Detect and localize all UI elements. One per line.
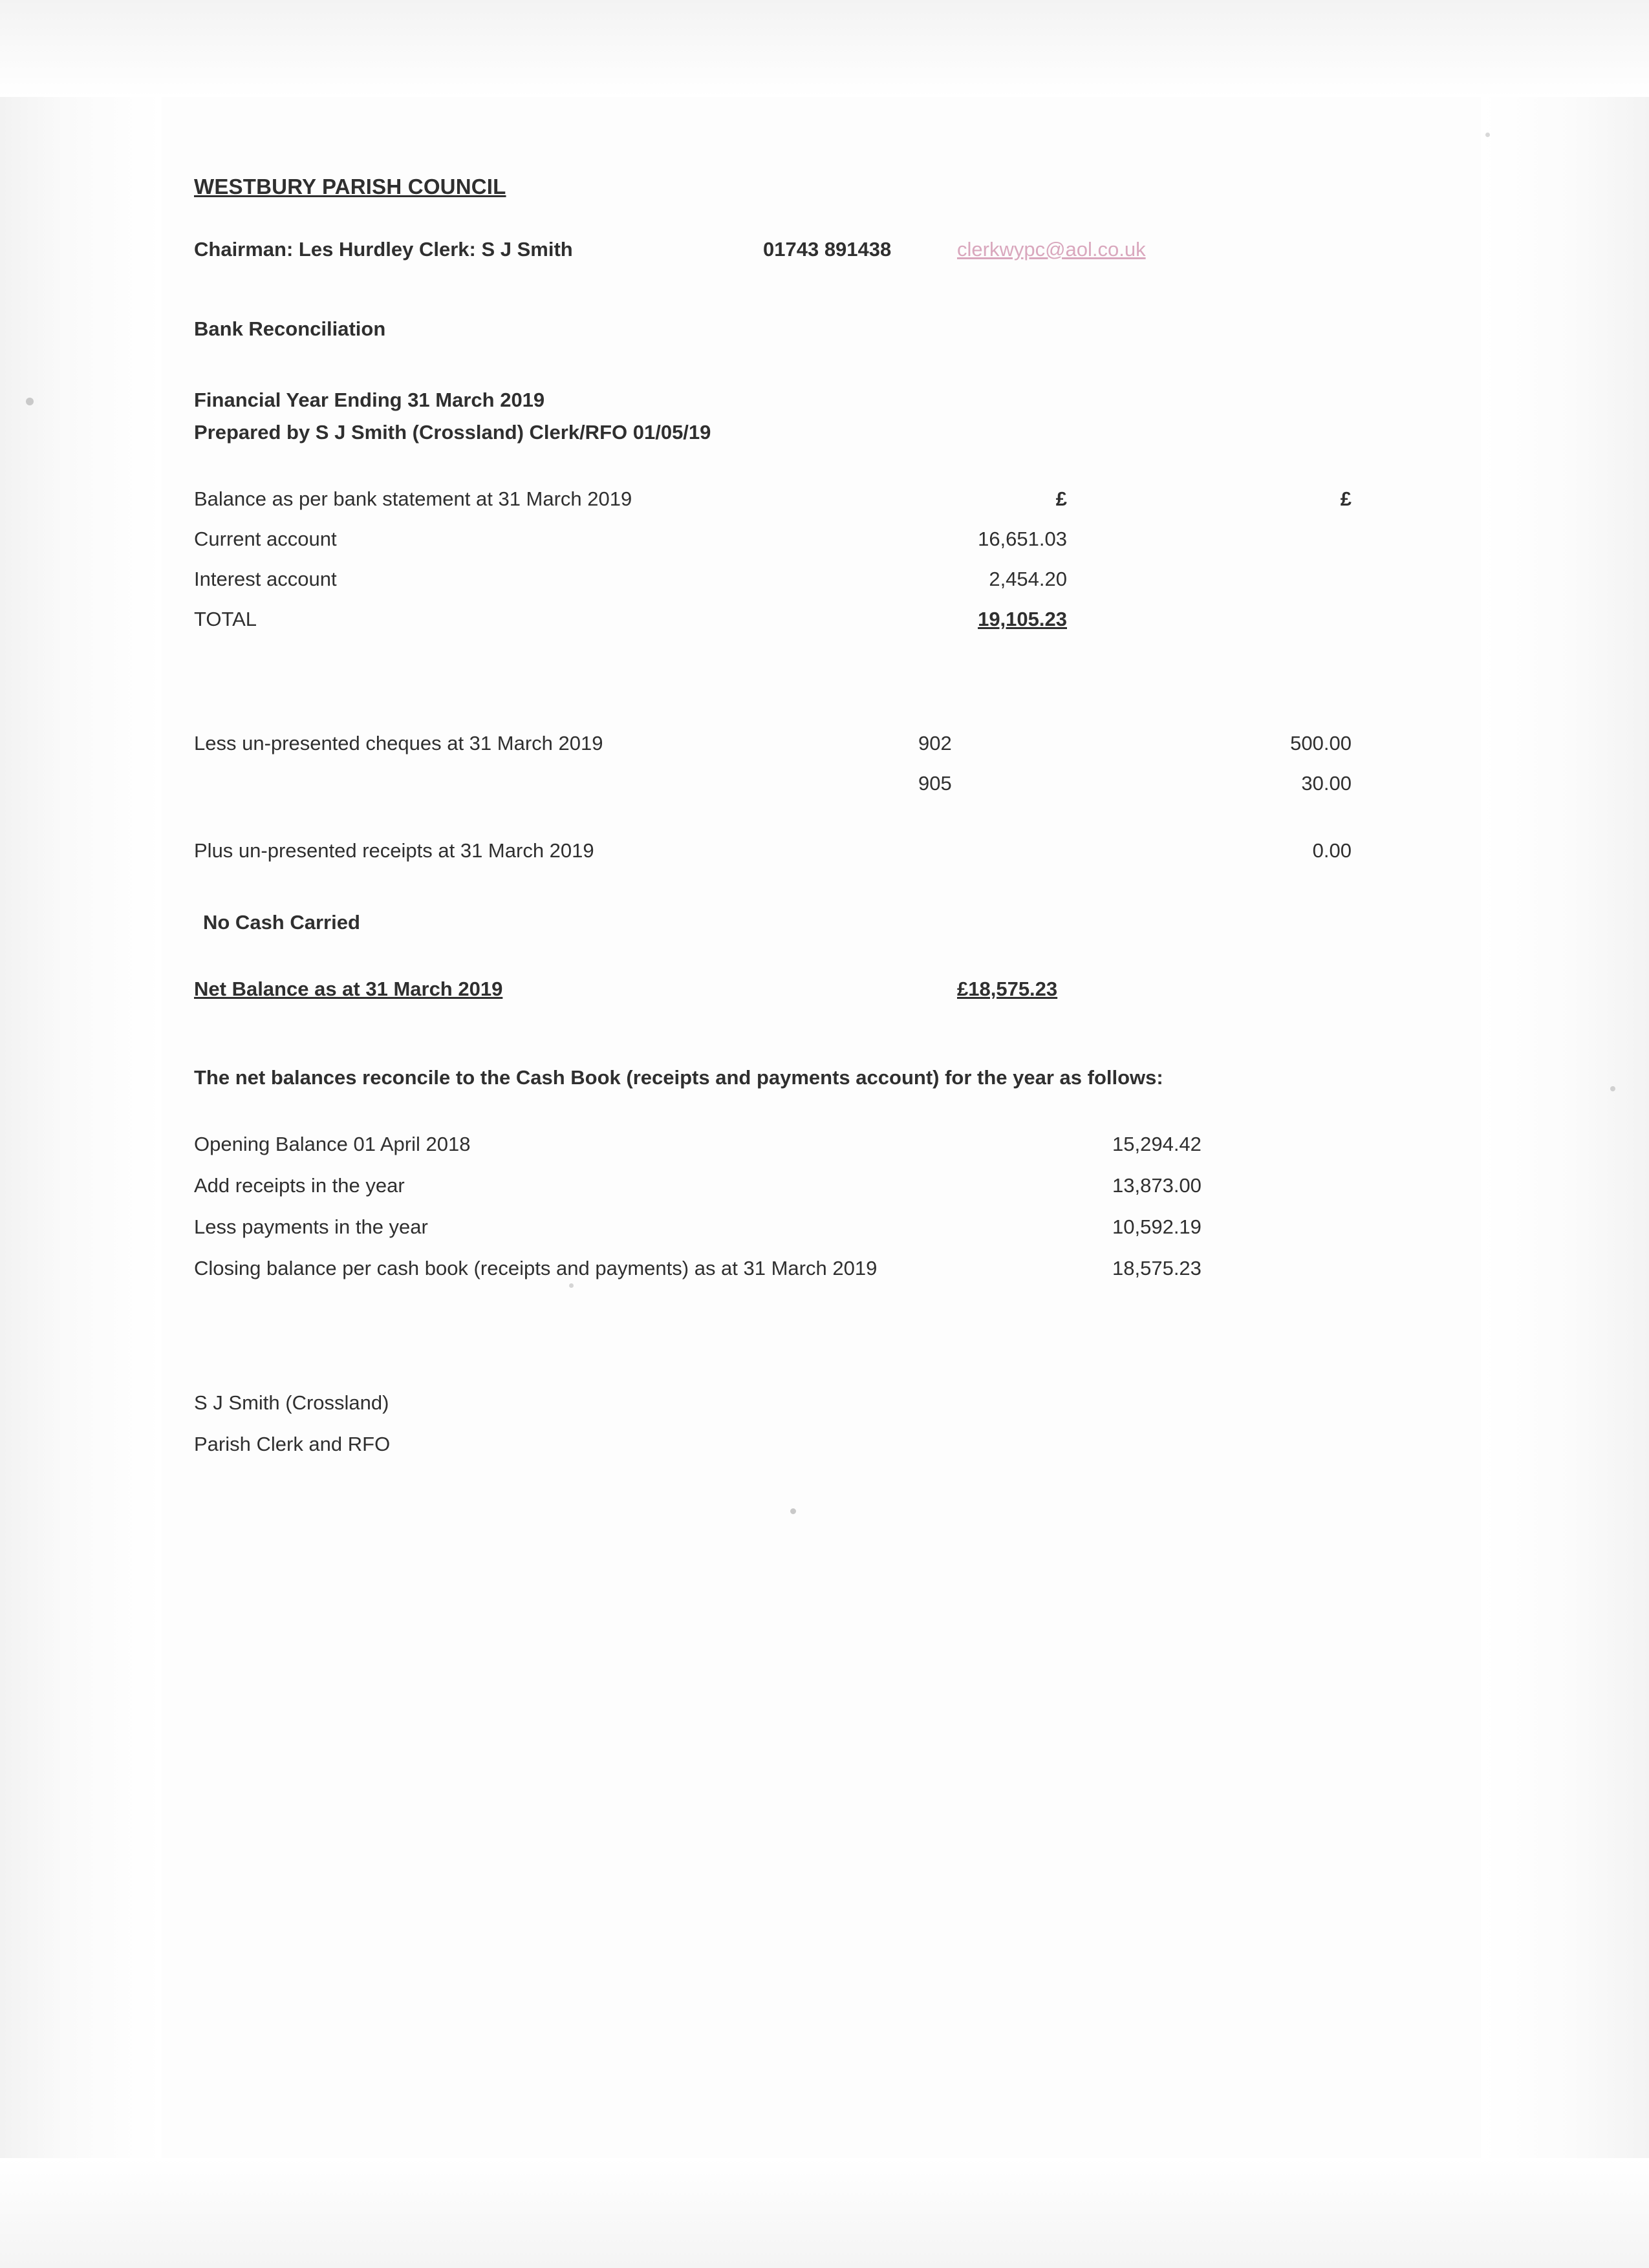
unpresented-cheques-label: Less un-presented cheques at 31 March 2019 [194,732,603,754]
prepared-by-line: Prepared by S J Smith (Crossland) Clerk/RFO 01/05/19 [194,421,711,444]
reconcile-row-value: 10,592.19 [1112,1215,1202,1238]
scan-speck [790,1508,796,1514]
reconcile-row-label: Less payments in the year [194,1215,428,1238]
unpresented-cheques-row [194,772,1423,812]
reconcile-row [194,1215,1423,1257]
reconcile-row-value: 13,873.00 [1112,1174,1202,1197]
currency-symbol-column-1: £ [1055,487,1067,510]
reconcile-row-value: 18,575.23 [1112,1257,1202,1279]
reconcile-row [194,1133,1423,1174]
net-balance-label: Net Balance as at 31 March 2019 [194,978,503,1000]
document-subject: Bank Reconciliation [194,317,386,340]
unpresented-receipts-amount: 0.00 [1312,839,1352,862]
cheque-number: 905 [918,772,952,795]
signature-name: S J Smith (Crossland) [194,1391,389,1414]
net-balance-row [194,978,1423,1023]
cheque-number: 902 [918,732,952,754]
reconcile-row [194,1257,1423,1298]
statement-row-label: Current account [194,528,337,550]
unpresented-receipts-row [194,839,1423,879]
unpresented-cheques-row [194,732,1423,772]
reconcile-heading: The net balances reconcile to the Cash Book (receipts and payments account) for the year as follows: [194,1066,1163,1089]
statement-row-amount: 2,454.20 [989,568,1067,590]
reconcile-row-label: Opening Balance 01 April 2018 [194,1133,471,1155]
scan-edge-shadow-top [0,0,1649,97]
cheque-amount: 500.00 [1290,732,1352,754]
document-body [194,175,1423,1465]
statement-header-label: Balance as per bank statement at 31 March 2019 [194,487,632,510]
reconcile-row [194,1174,1423,1215]
statement-row [194,528,1423,568]
statement-total-amount: 19,105.23 [978,608,1067,630]
scan-edge-shadow-bottom [0,2158,1649,2268]
unpresented-receipts-label: Plus un-presented receipts at 31 March 2019 [194,839,594,862]
page-title: WESTBURY PARISH COUNCIL [194,175,506,198]
scan-edge-shadow-right [1481,0,1649,2268]
contact-people: Chairman: Les Hurdley Clerk: S J Smith [194,238,573,261]
reconcile-row-label: Add receipts in the year [194,1174,405,1197]
no-cash-carried-note: No Cash Carried [203,911,360,934]
statement-total-row [194,608,1423,648]
statement-total-label: TOTAL [194,608,257,630]
reconcile-row-value: 15,294.42 [1112,1133,1202,1155]
scan-speck [1485,133,1490,137]
currency-symbol-column-2: £ [1340,487,1352,510]
signature-role: Parish Clerk and RFO [194,1433,391,1455]
statement-header-row [194,487,1423,528]
reconcile-row-label: Closing balance per cash book (receipts and payments) as at 31 March 2019 [194,1257,878,1279]
contact-phone: 01743 891438 [763,238,892,261]
cheque-amount: 30.00 [1301,772,1352,795]
statement-row [194,568,1423,608]
statement-row-amount: 16,651.03 [978,528,1067,550]
financial-year-line: Financial Year Ending 31 March 2019 [194,389,545,411]
net-balance-value: £18,575.23 [957,978,1058,1000]
statement-row-label: Interest account [194,568,337,590]
scan-speck [26,398,34,405]
contact-email-link[interactable]: clerkwypc@aol.co.uk [957,238,1146,261]
scan-speck [1610,1086,1615,1091]
contact-line [194,238,1423,274]
scan-edge-shadow-left [0,0,162,2268]
